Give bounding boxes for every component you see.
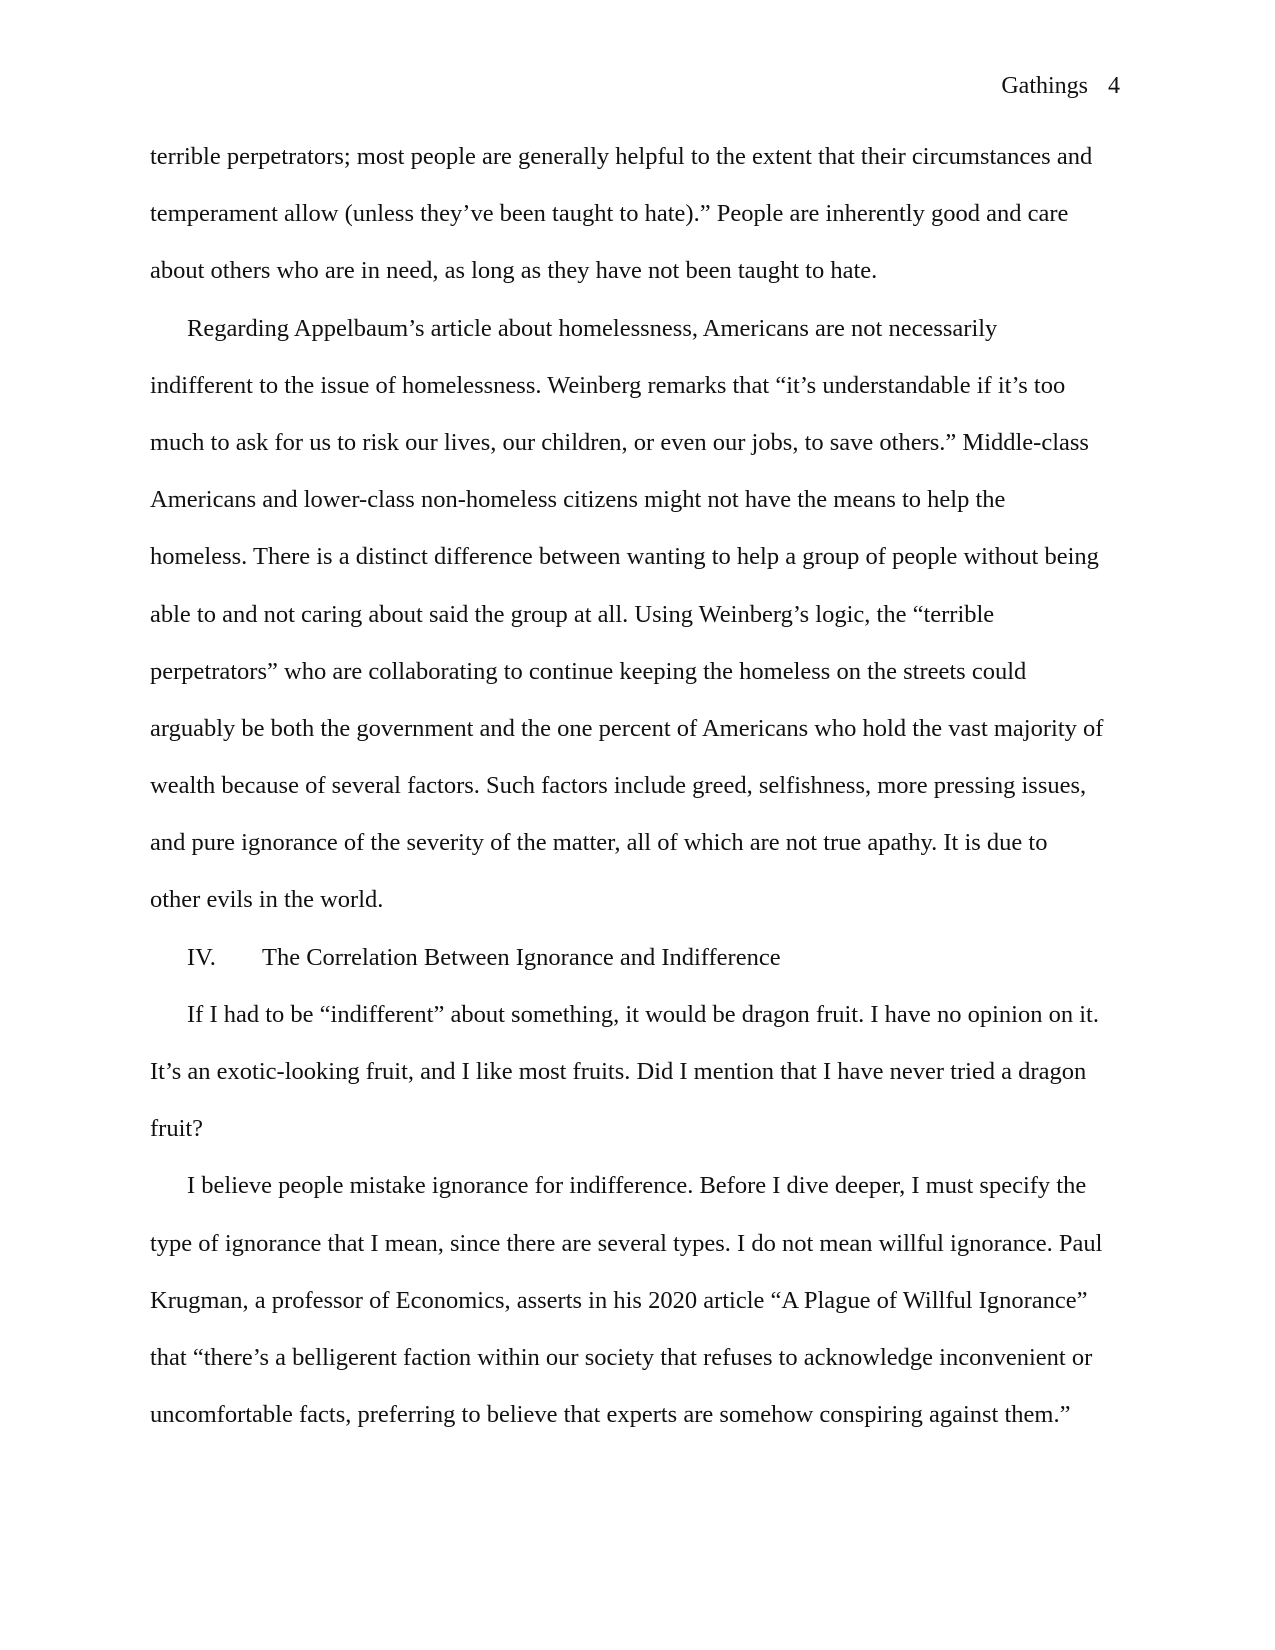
section-heading-title: The Correlation Between Ignorance and Indifference [262,943,781,971]
text-line: perpetrators” who are collaborating to continue keeping the homeless on the streets could [150,657,1027,685]
text-line: other evils in the world. [150,886,384,914]
text-line: arguably be both the government and the one percent of Americans who hold the vast majority of [150,714,1104,742]
paragraph-first-line: Regarding Appelbaum’s article about homelessness, Americans are not necessarily [187,314,998,342]
section-heading-numeral: IV. [187,943,216,971]
paragraph-first-line: I believe people mistake ignorance for indifference. Before I dive deeper, I must specify the [187,1172,1087,1200]
text-line: that “there’s a belligerent faction within our society that refuses to acknowledge inconvenient or [150,1343,1093,1371]
paragraph-first-line: If I had to be “indifferent” about something, it would be dragon fruit. I have no opinion on it. [187,1000,1099,1028]
section-heading [150,944,1130,1001]
text-line: Americans and lower-class non-homeless citizens might not have the means to help the [150,486,1006,514]
text-line: wealth because of several factors. Such factors include greed, selfishness, more pressing issues, [150,772,1087,800]
text-line: terrible perpetrators; most people are generally helpful to the extent that their circumstances and [150,143,1093,170]
header-author: Gathings [1001,73,1088,99]
text-line: about others who are in need, as long as they have not been taught to hate. [150,257,878,285]
text-line: It’s an exotic-looking fruit, and I like most fruits. Did I mention that I have never tried a dragon [150,1058,1087,1085]
text-line: Krugman, a professor of Economics, asserts in his 2020 article “A Plague of Willful Ignorance” [150,1286,1088,1314]
text-line: indifferent to the issue of homelessness. Weinberg remarks that “it’s understandable if it’s too [150,371,1066,399]
text-line: temperament allow (unless they’ve been taught to hate).” People are inherently good and care [150,200,1069,228]
text-line: able to and not caring about said the group at all. Using Weinberg’s logic, the “terrible [150,600,995,628]
body-text [150,143,1130,1458]
text-line: and pure ignorance of the severity of the matter, all of which are not true apathy. It is due to [150,829,1048,857]
header-page-number: 4 [1108,73,1120,99]
text-line: uncomfortable facts, preferring to believe that experts are somehow conspiring against them.” [150,1401,1071,1429]
text-line: fruit? [150,1115,204,1143]
text-line: homeless. There is a distinct difference between wanting to help a group of people without being [150,543,1099,571]
text-line: much to ask for us to risk our lives, our children, or even our jobs, to save others.” Middle-class [150,428,1089,456]
text-line: type of ignorance that I mean, since there are several types. I do not mean willful ignorance. Paul [150,1229,1103,1257]
running-header [1001,72,1120,100]
